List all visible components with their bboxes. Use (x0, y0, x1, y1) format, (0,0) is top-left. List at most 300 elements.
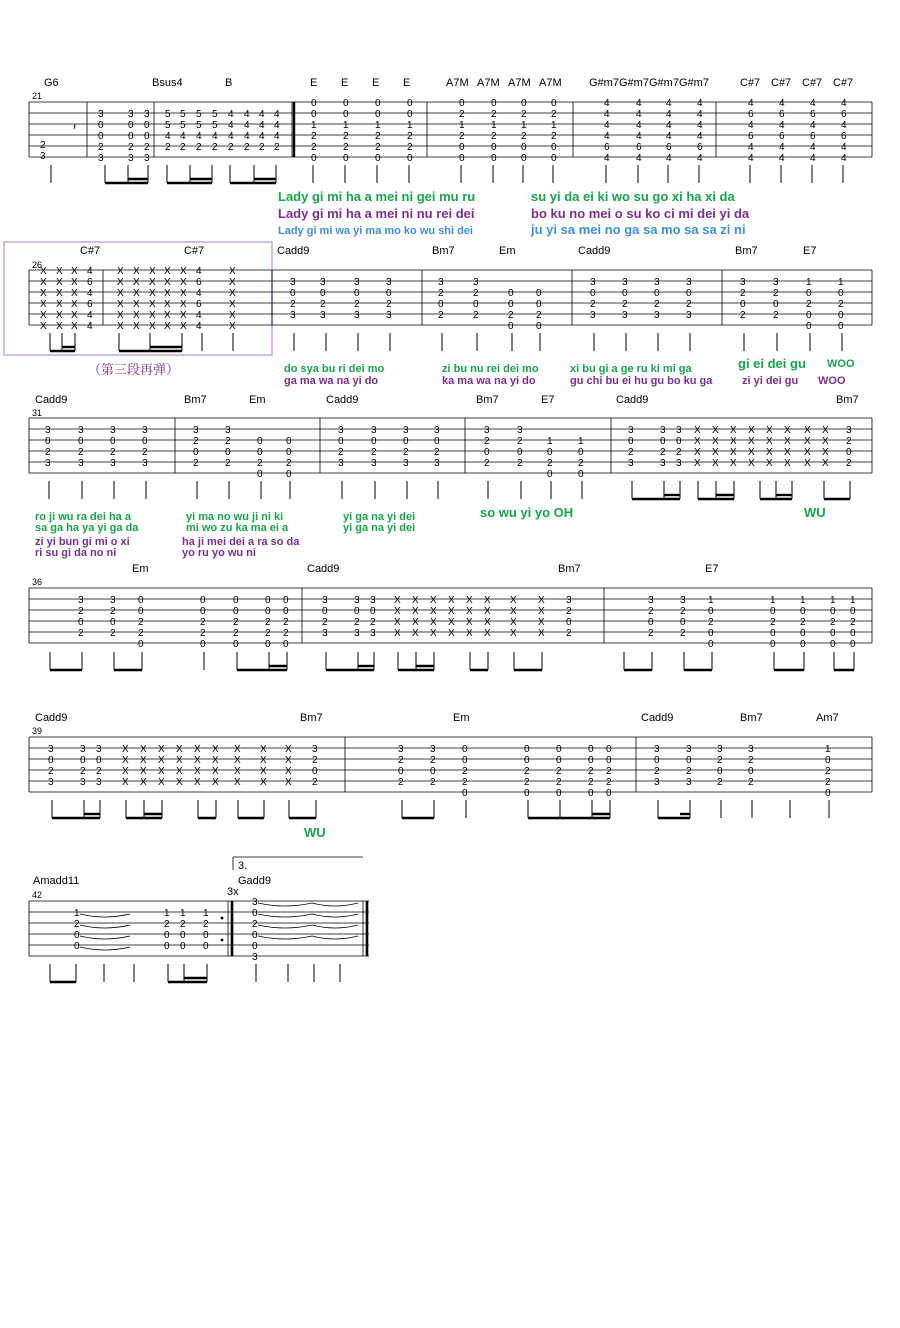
svg-text:X: X (212, 777, 219, 788)
svg-text:2: 2 (320, 299, 326, 310)
measure-number: 39 (32, 726, 43, 736)
svg-text:6: 6 (604, 142, 610, 153)
svg-text:X: X (194, 766, 201, 777)
svg-text:2: 2 (338, 447, 344, 458)
svg-text:X: X (122, 777, 129, 788)
system-3 (29, 394, 872, 559)
svg-text:4: 4 (196, 310, 202, 321)
svg-text:0: 0 (800, 606, 806, 617)
svg-text:X: X (394, 595, 401, 606)
svg-text:X: X (822, 436, 829, 447)
svg-text:0: 0 (770, 639, 776, 650)
svg-text:0: 0 (311, 153, 317, 164)
svg-text:2: 2 (228, 142, 234, 153)
svg-text:0: 0 (825, 755, 831, 766)
svg-text:0: 0 (203, 941, 209, 952)
svg-text:2: 2 (371, 447, 377, 458)
svg-text:1: 1 (850, 595, 856, 606)
svg-text:0: 0 (590, 288, 596, 299)
system-5 (29, 712, 872, 840)
svg-text:X: X (117, 266, 124, 277)
svg-text:2: 2 (138, 628, 144, 639)
svg-text:X: X (412, 628, 419, 639)
lyric-line: yi ga na yi dei (343, 511, 416, 523)
svg-text:X: X (538, 617, 545, 628)
svg-text:4: 4 (636, 98, 642, 109)
svg-text:X: X (484, 606, 491, 617)
svg-text:2: 2 (517, 436, 523, 447)
svg-text:X: X (71, 288, 78, 299)
svg-text:X: X (448, 595, 455, 606)
svg-text:2: 2 (708, 617, 714, 628)
svg-text:3: 3 (96, 777, 102, 788)
svg-text:3: 3 (338, 458, 344, 469)
svg-text:X: X (71, 299, 78, 310)
svg-text:2: 2 (265, 628, 271, 639)
chord-label: Cadd9 (35, 712, 68, 724)
svg-text:2: 2 (430, 777, 436, 788)
svg-text:0: 0 (257, 447, 263, 458)
svg-text:2: 2 (110, 447, 116, 458)
svg-text:6: 6 (87, 299, 93, 310)
svg-text:4: 4 (87, 321, 93, 332)
svg-text:0: 0 (80, 755, 86, 766)
lyric-line: zi yi dei gu (742, 375, 799, 387)
svg-text:0: 0 (200, 595, 206, 606)
svg-text:1: 1 (164, 908, 170, 919)
tab-staff (29, 418, 872, 473)
svg-text:X: X (748, 436, 755, 447)
svg-text:X: X (538, 595, 545, 606)
svg-text:2: 2 (252, 919, 258, 930)
svg-text:X: X (804, 458, 811, 469)
svg-text:3: 3 (290, 277, 296, 288)
box-note: （第三段再弹） (88, 362, 180, 377)
lyric-line: ga ma wa na yi do (284, 375, 379, 387)
svg-text:3: 3 (48, 777, 54, 788)
svg-text:X: X (122, 744, 129, 755)
svg-text:X: X (694, 458, 701, 469)
svg-text:X: X (158, 777, 165, 788)
svg-text:X: X (466, 628, 473, 639)
svg-text:4: 4 (748, 153, 754, 164)
svg-text:0: 0 (648, 617, 654, 628)
svg-text:X: X (71, 277, 78, 288)
svg-text:2: 2 (536, 310, 542, 321)
lyric-line: ro ji wu ra dei ha a (35, 511, 131, 523)
lyric-line: Lady gi mi ha a mei ni gei mu ru (278, 189, 476, 204)
svg-text:6: 6 (697, 142, 703, 153)
svg-text:4: 4 (180, 131, 186, 142)
svg-text:3: 3 (434, 425, 440, 436)
chord-label: C#7 (80, 245, 101, 257)
chord-label: Cadd9 (616, 394, 649, 406)
svg-text:0: 0 (370, 606, 376, 617)
svg-text:2: 2 (740, 310, 746, 321)
svg-text:1: 1 (375, 120, 381, 131)
svg-text:0: 0 (164, 941, 170, 952)
svg-text:X: X (133, 277, 140, 288)
svg-text:2: 2 (370, 617, 376, 628)
rhythm-stems (49, 481, 850, 499)
svg-text:X: X (766, 458, 773, 469)
svg-text:X: X (484, 595, 491, 606)
svg-text:0: 0 (434, 436, 440, 447)
svg-text:2: 2 (628, 447, 634, 458)
svg-text:3: 3 (98, 153, 104, 164)
chord-label: Gadd9 (238, 875, 272, 887)
svg-text:2: 2 (311, 142, 317, 153)
svg-text:0: 0 (517, 447, 523, 458)
svg-text:2: 2 (375, 142, 381, 153)
svg-text:2: 2 (257, 458, 263, 469)
svg-text:0: 0 (830, 639, 836, 650)
svg-text:2: 2 (80, 766, 86, 777)
svg-text:0: 0 (110, 436, 116, 447)
svg-text:0: 0 (606, 788, 612, 799)
svg-text:X: X (748, 425, 755, 436)
svg-text:X: X (140, 744, 147, 755)
svg-text:1: 1 (521, 120, 527, 131)
svg-text:4: 4 (636, 153, 642, 164)
chord-label: Em (132, 563, 149, 575)
chord-label: Em (453, 712, 470, 724)
fret-numbers (40, 266, 844, 332)
svg-text:X: X (40, 321, 47, 332)
lyric-line: ka ma wa na yi do (442, 375, 536, 387)
svg-text:2: 2 (96, 766, 102, 777)
svg-text:0: 0 (606, 744, 612, 755)
chord-label: Am7 (816, 712, 839, 724)
svg-text:1: 1 (551, 120, 557, 131)
svg-text:0: 0 (806, 310, 812, 321)
svg-text:3: 3 (370, 595, 376, 606)
svg-text:0: 0 (508, 299, 514, 310)
svg-text:X: X (180, 288, 187, 299)
svg-text:X: X (804, 447, 811, 458)
svg-text:0: 0 (508, 288, 514, 299)
svg-text:3: 3 (430, 744, 436, 755)
svg-text:3: 3 (748, 744, 754, 755)
chord-row (80, 245, 816, 257)
svg-text:X: X (194, 755, 201, 766)
svg-text:0: 0 (850, 628, 856, 639)
svg-text:4: 4 (604, 153, 610, 164)
lyrics-block (284, 356, 855, 387)
svg-text:0: 0 (578, 447, 584, 458)
chord-label: Bm7 (558, 563, 581, 575)
svg-text:2: 2 (491, 131, 497, 142)
svg-text:0: 0 (850, 639, 856, 650)
svg-text:4: 4 (228, 109, 234, 120)
svg-text:2: 2 (434, 447, 440, 458)
svg-text:4: 4 (259, 109, 265, 120)
chord-label: C#7 (833, 77, 854, 89)
svg-text:0: 0 (338, 436, 344, 447)
svg-text:2: 2 (322, 617, 328, 628)
svg-text:2: 2 (748, 755, 754, 766)
svg-text:X: X (40, 288, 47, 299)
svg-text:0: 0 (830, 628, 836, 639)
svg-text:0: 0 (74, 941, 80, 952)
svg-text:0: 0 (800, 639, 806, 650)
svg-text:X: X (56, 288, 63, 299)
svg-text:X: X (260, 766, 267, 777)
svg-text:2: 2 (212, 142, 218, 153)
svg-text:0: 0 (386, 288, 392, 299)
svg-text:X: X (784, 425, 791, 436)
svg-text:0: 0 (830, 606, 836, 617)
svg-text:4: 4 (841, 153, 847, 164)
svg-text:X: X (260, 744, 267, 755)
svg-text:1: 1 (578, 436, 584, 447)
svg-text:6: 6 (748, 109, 754, 120)
svg-text:4: 4 (274, 109, 280, 120)
svg-text:0: 0 (773, 299, 779, 310)
chord-label: C#7 (802, 77, 823, 89)
svg-text:0: 0 (78, 617, 84, 628)
svg-text:X: X (712, 425, 719, 436)
chord-label: Bm7 (735, 245, 758, 257)
svg-text:3: 3 (80, 744, 86, 755)
system-1 (29, 77, 872, 237)
svg-text:5: 5 (212, 120, 218, 131)
svg-text:X: X (229, 266, 236, 277)
svg-text:4: 4 (87, 266, 93, 277)
tab-staff (29, 901, 369, 956)
svg-text:2: 2 (680, 628, 686, 639)
svg-text:X: X (158, 766, 165, 777)
svg-text:0: 0 (312, 766, 318, 777)
svg-text:3: 3 (225, 425, 231, 436)
svg-text:3: 3 (354, 595, 360, 606)
fret-numbers (40, 98, 847, 164)
svg-text:2: 2 (110, 606, 116, 617)
svg-text:2: 2 (438, 310, 444, 321)
lyrics-block (35, 505, 826, 559)
chord-label: G#m7 (679, 77, 709, 89)
svg-text:X: X (149, 299, 156, 310)
svg-text:3: 3 (320, 310, 326, 321)
svg-text:3: 3 (110, 425, 116, 436)
svg-text:0: 0 (473, 299, 479, 310)
svg-text:1: 1 (770, 595, 776, 606)
svg-text:2: 2 (48, 766, 54, 777)
svg-text:X: X (229, 288, 236, 299)
svg-text:0: 0 (588, 744, 594, 755)
svg-text:0: 0 (508, 321, 514, 332)
svg-text:2: 2 (244, 142, 250, 153)
lyric-line: mi wo zu ka ma ei a (186, 522, 289, 534)
chord-row (44, 77, 853, 89)
tab-staff (29, 102, 872, 157)
svg-text:3: 3 (386, 310, 392, 321)
svg-text:2: 2 (164, 919, 170, 930)
svg-text:2: 2 (110, 628, 116, 639)
svg-text:4: 4 (274, 131, 280, 142)
svg-text:2: 2 (484, 458, 490, 469)
svg-text:X: X (730, 436, 737, 447)
svg-text:2: 2 (283, 628, 289, 639)
svg-text:3: 3 (686, 777, 692, 788)
fret-numbers (45, 425, 852, 480)
svg-text:0: 0 (578, 469, 584, 480)
svg-text:X: X (766, 436, 773, 447)
svg-text:0: 0 (462, 788, 468, 799)
svg-text:1: 1 (708, 595, 714, 606)
chord-label: Bm7 (184, 394, 207, 406)
chord-row (132, 563, 718, 575)
measure-number: 31 (32, 408, 43, 418)
svg-text:1: 1 (74, 908, 80, 919)
svg-text:3: 3 (654, 277, 660, 288)
chord-label: Bm7 (740, 712, 763, 724)
chord-label: B (225, 77, 233, 89)
svg-text:0: 0 (371, 436, 377, 447)
svg-text:X: X (180, 277, 187, 288)
svg-text:X: X (56, 310, 63, 321)
svg-text:0: 0 (320, 288, 326, 299)
svg-text:3: 3 (142, 425, 148, 436)
svg-text:0: 0 (521, 142, 527, 153)
svg-text:2: 2 (386, 299, 392, 310)
svg-text:X: X (285, 755, 292, 766)
svg-text:X: X (117, 321, 124, 332)
svg-text:X: X (712, 436, 719, 447)
svg-text:2: 2 (312, 755, 318, 766)
chord-label: Cadd9 (641, 712, 674, 724)
svg-text:0: 0 (354, 606, 360, 617)
svg-text:0: 0 (252, 908, 258, 919)
svg-text:2: 2 (225, 436, 231, 447)
repeat-count: 3x (227, 886, 239, 898)
svg-text:2: 2 (606, 766, 612, 777)
svg-text:X: X (822, 447, 829, 458)
svg-text:3: 3 (144, 109, 150, 120)
svg-text:0: 0 (800, 628, 806, 639)
svg-text:3: 3 (96, 744, 102, 755)
svg-text:0: 0 (770, 606, 776, 617)
svg-text:2: 2 (98, 142, 104, 153)
svg-text:X: X (229, 310, 236, 321)
svg-text:X: X (448, 606, 455, 617)
svg-text:3: 3 (686, 744, 692, 755)
svg-text:0: 0 (838, 310, 844, 321)
svg-text:5: 5 (165, 120, 171, 131)
svg-text:4: 4 (196, 266, 202, 277)
svg-text:0: 0 (98, 120, 104, 131)
svg-text:2: 2 (407, 142, 413, 153)
chord-label: Bm7 (476, 394, 499, 406)
svg-text:2: 2 (588, 766, 594, 777)
svg-text:0: 0 (138, 595, 144, 606)
svg-text:0: 0 (343, 109, 349, 120)
svg-text:0: 0 (748, 766, 754, 777)
svg-text:X: X (212, 744, 219, 755)
svg-text:0: 0 (283, 595, 289, 606)
svg-text:6: 6 (196, 299, 202, 310)
svg-text:X: X (40, 277, 47, 288)
svg-text:2: 2 (311, 131, 317, 142)
svg-text:0: 0 (286, 447, 292, 458)
svg-text:X: X (766, 447, 773, 458)
svg-text:0: 0 (252, 930, 258, 941)
lyric-line: WOO (818, 375, 846, 387)
lyric-line: yi ga na yi dei (343, 522, 416, 534)
svg-text:2: 2 (144, 142, 150, 153)
svg-text:0: 0 (128, 131, 134, 142)
svg-text:X: X (822, 425, 829, 436)
svg-text:4: 4 (748, 142, 754, 153)
svg-text:1: 1 (407, 120, 413, 131)
svg-text:2: 2 (343, 142, 349, 153)
svg-text:6: 6 (636, 142, 642, 153)
svg-text:2: 2 (770, 617, 776, 628)
svg-text:2: 2 (606, 777, 612, 788)
svg-text:X: X (448, 628, 455, 639)
svg-text:X: X (122, 766, 129, 777)
svg-text:2: 2 (846, 436, 852, 447)
svg-text:3: 3 (590, 277, 596, 288)
svg-text:2: 2 (825, 766, 831, 777)
svg-text:0: 0 (138, 639, 144, 650)
svg-text:4: 4 (779, 120, 785, 131)
svg-text:2: 2 (283, 617, 289, 628)
svg-text:4: 4 (697, 98, 703, 109)
svg-text:3: 3 (371, 425, 377, 436)
svg-text:4: 4 (604, 131, 610, 142)
svg-text:2: 2 (403, 447, 409, 458)
svg-text:3: 3 (193, 425, 199, 436)
svg-text:X: X (784, 458, 791, 469)
svg-text:2: 2 (717, 755, 723, 766)
svg-text:0: 0 (606, 755, 612, 766)
svg-text:4: 4 (748, 98, 754, 109)
chord-label: A7M (539, 77, 562, 89)
svg-text:0: 0 (225, 447, 231, 458)
svg-text:X: X (71, 266, 78, 277)
svg-text:X: X (164, 310, 171, 321)
svg-text:3: 3 (45, 425, 51, 436)
svg-text:0: 0 (283, 639, 289, 650)
svg-text:X: X (40, 266, 47, 277)
svg-text:X: X (164, 277, 171, 288)
rhythm-stems (51, 165, 843, 183)
svg-text:X: X (122, 755, 129, 766)
svg-text:3: 3 (252, 952, 258, 963)
svg-text:5: 5 (165, 109, 171, 120)
svg-text:3: 3 (40, 151, 46, 162)
svg-text:0: 0 (110, 617, 116, 628)
system-2 (4, 242, 872, 387)
svg-text:3: 3 (110, 595, 116, 606)
svg-text:X: X (466, 617, 473, 628)
svg-text:2: 2 (547, 458, 553, 469)
chord-label: E7 (803, 245, 817, 257)
chord-label: Bsus4 (152, 77, 183, 89)
lyric-line: Lady gi mi wa yi ma mo ko wu shi dei (278, 225, 473, 237)
svg-text:2: 2 (654, 766, 660, 777)
svg-text:4: 4 (841, 142, 847, 153)
svg-text:2: 2 (343, 131, 349, 142)
svg-text:X: X (133, 266, 140, 277)
svg-text:4: 4 (228, 120, 234, 131)
svg-text:0: 0 (740, 299, 746, 310)
svg-text:2: 2 (265, 617, 271, 628)
svg-text:X: X (149, 310, 156, 321)
svg-text:3: 3 (48, 744, 54, 755)
svg-text:3: 3 (45, 458, 51, 469)
